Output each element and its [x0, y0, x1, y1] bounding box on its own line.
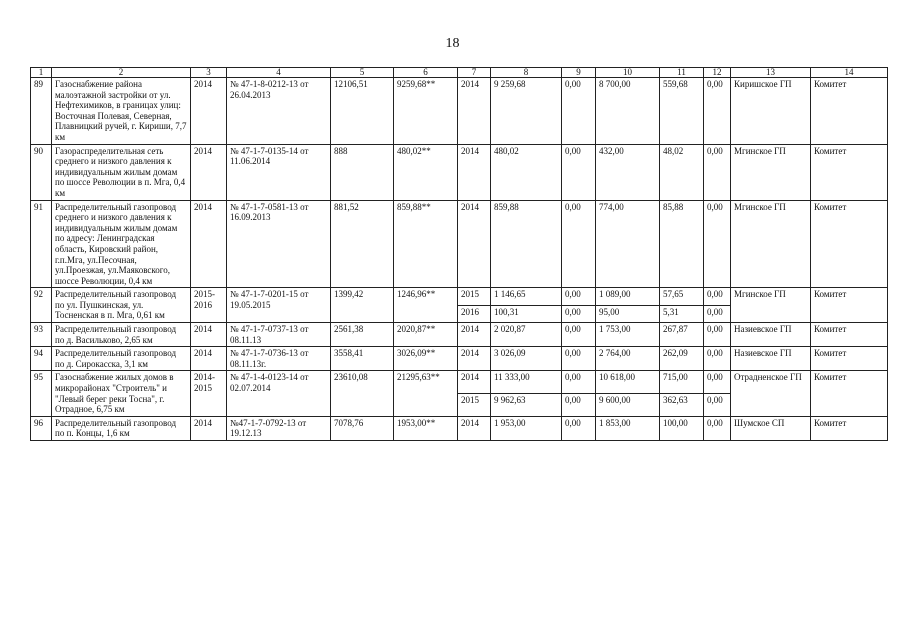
column-header-4: 4 — [227, 68, 331, 78]
local-budget: 48,02 — [660, 144, 704, 200]
other-sources: 0,00 — [704, 347, 731, 371]
row-number: 96 — [31, 416, 52, 440]
local-budget: 559,68 — [660, 78, 704, 145]
remaining-cost: 2020,87** — [394, 323, 458, 347]
regional-budget: 95,00 — [596, 305, 660, 322]
table-row — [31, 347, 888, 371]
row-number: 90 — [31, 144, 52, 200]
local-budget: 100,00 — [660, 416, 704, 440]
other-sources: 0,00 — [704, 371, 731, 394]
object-name: Распределительный газопровод среднего и низкого давления к индивидуальным жилым домам по адресу: Ленинградская область, Кировский район, г.п.Мга, ул.Песочная, ул.Проезжая, ул.Маяковского, шоссе Революции, 0,4 км — [52, 200, 191, 288]
municipality: Мгинское ГП — [731, 288, 811, 323]
table-row — [31, 323, 888, 347]
total-financing: 2 020,87 — [491, 323, 562, 347]
total-financing: 9 259,68 — [491, 78, 562, 145]
remaining-cost: 1246,96** — [394, 288, 458, 323]
municipality: Отрадненское ГП — [731, 371, 811, 416]
federal-budget: 0,00 — [562, 305, 596, 322]
local-budget: 85,88 — [660, 200, 704, 288]
row-number: 94 — [31, 347, 52, 371]
remaining-cost: 9259,68** — [394, 78, 458, 145]
financing-year: 2014 — [458, 323, 491, 347]
object-name: Газоснабжение района малоэтажной застройки от ул. Нефтехимиков, в границах улиц: Восточная Полевая, Северная, Плавницкий ручей, г. Кириши, 7,7 км — [52, 78, 191, 145]
table-row — [31, 416, 888, 440]
total-financing: 11 333,00 — [491, 371, 562, 394]
financing-year: 2014 — [458, 144, 491, 200]
column-header-7: 7 — [458, 68, 491, 78]
object-name: Газоснабжение жилых домов в микрорайонах "Строитель" и "Левый берег реки Тосна", г. Отрадное, 6,75 км — [52, 371, 191, 416]
financing-year: 2014 — [458, 200, 491, 288]
object-name: Распределительный газопровод по п. Концы, 1,6 км — [52, 416, 191, 440]
row-number: 95 — [31, 371, 52, 416]
local-budget: 362,63 — [660, 394, 704, 417]
customer: Комитет — [811, 416, 888, 440]
object-name: Газораспределительная сеть среднего и низкого давления к индивидуальным жилым домам по шоссе Революции в п. Мга, 0,4 км — [52, 144, 191, 200]
row-number: 89 — [31, 78, 52, 145]
customer: Комитет — [811, 347, 888, 371]
municipality: Шумское СП — [731, 416, 811, 440]
local-budget: 262,09 — [660, 347, 704, 371]
construction-period: 2014 — [191, 323, 227, 347]
total-financing: 3 026,09 — [491, 347, 562, 371]
local-budget: 715,00 — [660, 371, 704, 394]
total-financing: 100,31 — [491, 305, 562, 322]
column-header-12: 12 — [704, 68, 731, 78]
table-row — [31, 288, 888, 305]
column-header-11: 11 — [660, 68, 704, 78]
column-header-5: 5 — [331, 68, 394, 78]
regional-budget: 432,00 — [596, 144, 660, 200]
total-financing: 1 953,00 — [491, 416, 562, 440]
customer: Комитет — [811, 371, 888, 416]
remaining-cost: 1953,00** — [394, 416, 458, 440]
construction-period: 2014 — [191, 144, 227, 200]
column-header-8: 8 — [491, 68, 562, 78]
table-body — [31, 78, 888, 441]
expertise-document: № 47-1-7-0736-13 от 08.11.13г. — [227, 347, 331, 371]
federal-budget: 0,00 — [562, 78, 596, 145]
federal-budget: 0,00 — [562, 144, 596, 200]
expertise-document: № 47-1-8-0212-13 от 26.04.2013 — [227, 78, 331, 145]
row-number: 91 — [31, 200, 52, 288]
regional-budget: 2 764,00 — [596, 347, 660, 371]
estimated-cost: 7078,76 — [331, 416, 394, 440]
financing-year: 2014 — [458, 416, 491, 440]
object-name: Распределительный газопровод по ул. Пушкинская, ул. Тосненская в п. Мга, 0,61 км — [52, 288, 191, 323]
object-name: Распределительный газопровод по д. Сирокасска, 3,1 км — [52, 347, 191, 371]
total-financing: 859,88 — [491, 200, 562, 288]
other-sources: 0,00 — [704, 323, 731, 347]
construction-period: 2015-2016 — [191, 288, 227, 323]
table-row — [31, 371, 888, 394]
financing-year: 2015 — [458, 288, 491, 305]
federal-budget: 0,00 — [562, 394, 596, 417]
regional-budget: 9 600,00 — [596, 394, 660, 417]
customer: Комитет — [811, 200, 888, 288]
customer: Комитет — [811, 144, 888, 200]
financing-year: 2015 — [458, 394, 491, 417]
expertise-document: №47-1-7-0792-13 от 19.12.13 — [227, 416, 331, 440]
other-sources: 0,00 — [704, 305, 731, 322]
column-header-1: 1 — [31, 68, 52, 78]
estimated-cost: 1399,42 — [331, 288, 394, 323]
financing-year: 2014 — [458, 78, 491, 145]
other-sources: 0,00 — [704, 416, 731, 440]
expertise-document: № 47-1-7-0737-13 от 08.11.13 — [227, 323, 331, 347]
estimated-cost: 2561,38 — [331, 323, 394, 347]
remaining-cost: 21295,63** — [394, 371, 458, 416]
remaining-cost: 3026,09** — [394, 347, 458, 371]
column-header-13: 13 — [731, 68, 811, 78]
other-sources: 0,00 — [704, 394, 731, 417]
customer: Комитет — [811, 323, 888, 347]
municipality: Мгинское ГП — [731, 144, 811, 200]
federal-budget: 0,00 — [562, 323, 596, 347]
column-header-14: 14 — [811, 68, 888, 78]
expertise-document: № 47-1-7-0581-13 от 16.09.2013 — [227, 200, 331, 288]
remaining-cost: 859,88** — [394, 200, 458, 288]
estimated-cost: 3558,41 — [331, 347, 394, 371]
objects-table — [30, 67, 888, 441]
column-header-9: 9 — [562, 68, 596, 78]
construction-period: 2014 — [191, 347, 227, 371]
column-header-2: 2 — [52, 68, 191, 78]
construction-period: 2014 — [191, 200, 227, 288]
regional-budget: 1 853,00 — [596, 416, 660, 440]
column-number-row — [31, 68, 888, 78]
regional-budget: 8 700,00 — [596, 78, 660, 145]
construction-period: 2014 — [191, 78, 227, 145]
estimated-cost: 12106,51 — [331, 78, 394, 145]
table-row — [31, 200, 888, 288]
total-financing: 9 962,63 — [491, 394, 562, 417]
federal-budget: 0,00 — [562, 200, 596, 288]
municipality: Назиевское ГП — [731, 323, 811, 347]
total-financing: 1 146,65 — [491, 288, 562, 305]
other-sources: 0,00 — [704, 200, 731, 288]
financing-year: 2014 — [458, 371, 491, 394]
federal-budget: 0,00 — [562, 371, 596, 394]
regional-budget: 1 089,00 — [596, 288, 660, 305]
total-financing: 480,02 — [491, 144, 562, 200]
local-budget: 57,65 — [660, 288, 704, 305]
local-budget: 5,31 — [660, 305, 704, 322]
financing-year: 2014 — [458, 347, 491, 371]
table-row — [31, 144, 888, 200]
construction-period: 2014 — [191, 416, 227, 440]
expertise-document: № 47-1-7-0135-14 от 11.06.2014 — [227, 144, 331, 200]
customer: Комитет — [811, 288, 888, 323]
column-header-6: 6 — [394, 68, 458, 78]
federal-budget: 0,00 — [562, 416, 596, 440]
municipality: Мгинское ГП — [731, 200, 811, 288]
other-sources: 0,00 — [704, 144, 731, 200]
financing-year: 2016 — [458, 305, 491, 322]
expertise-document: № 47-1-4-0123-14 от 02.07.2014 — [227, 371, 331, 416]
table-row — [31, 78, 888, 145]
regional-budget: 1 753,00 — [596, 323, 660, 347]
other-sources: 0,00 — [704, 288, 731, 305]
estimated-cost: 23610,08 — [331, 371, 394, 416]
municipality: Киришское ГП — [731, 78, 811, 145]
customer: Комитет — [811, 78, 888, 145]
column-header-10: 10 — [596, 68, 660, 78]
column-header-3: 3 — [191, 68, 227, 78]
other-sources: 0,00 — [704, 78, 731, 145]
page-number: 18 — [445, 36, 460, 51]
estimated-cost: 881,52 — [331, 200, 394, 288]
row-number: 93 — [31, 323, 52, 347]
estimated-cost: 888 — [331, 144, 394, 200]
object-name: Распределительный газопровод по д. Васильково, 2,65 км — [52, 323, 191, 347]
municipality: Назиевское ГП — [731, 347, 811, 371]
row-number: 92 — [31, 288, 52, 323]
federal-budget: 0,00 — [562, 347, 596, 371]
federal-budget: 0,00 — [562, 288, 596, 305]
remaining-cost: 480,02** — [394, 144, 458, 200]
construction-period: 2014-2015 — [191, 371, 227, 416]
local-budget: 267,87 — [660, 323, 704, 347]
regional-budget: 774,00 — [596, 200, 660, 288]
expertise-document: № 47-1-7-0201-15 от 19.05.2015 — [227, 288, 331, 323]
regional-budget: 10 618,00 — [596, 371, 660, 394]
